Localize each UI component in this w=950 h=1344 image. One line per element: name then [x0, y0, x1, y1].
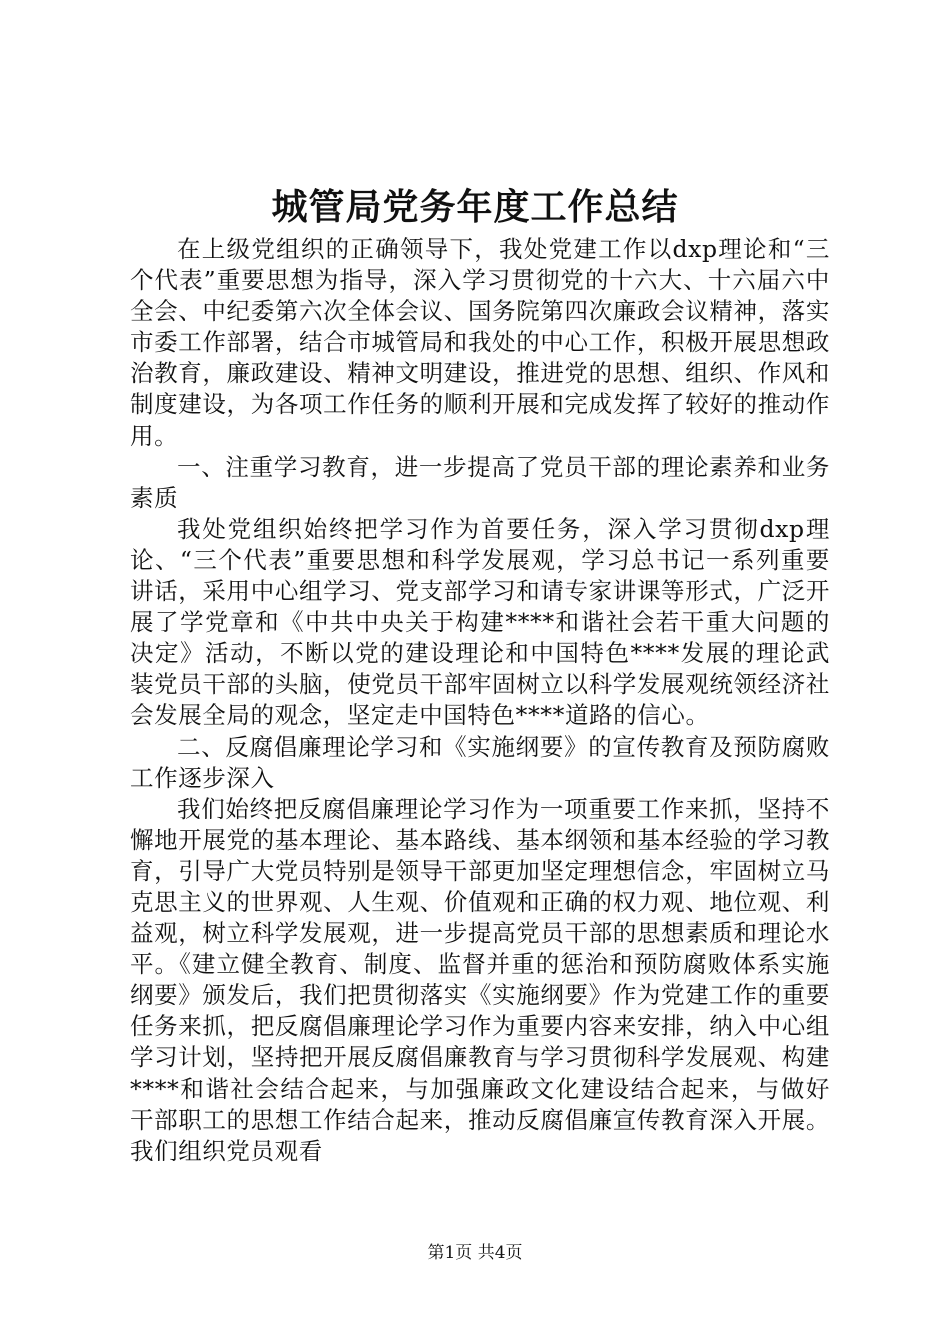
page-number-footer: 第1页 共4页 [427, 1243, 523, 1263]
section-heading-1: 一、注重学习教育，进一步提高了党员干部的理论素养和业务素质 [130, 452, 830, 512]
document-title: 城管局党务年度工作总结 [271, 186, 679, 228]
section-heading-2: 二、反腐倡廉理论学习和《实施纲要》的宣传教育及预防腐败工作逐步深入 [130, 732, 830, 792]
intro-paragraph: 在上级党组织的正确领导下，我处党建工作以dxp理论和“三个代表”重要思想为指导，深入学习贯彻党的十六大、十六届六中全会、中纪委第六次全体会议、国务院第四次廉政会议精神，落实市委工作部署，结合市城管局和我处的中心工作，积极开展思想政治教育，廉政建设、精神文明建设，推进党的思想、组织、作风和制度建设，为各项工作任务的顺利开展和完成发挥了较好的推动作用。 [130, 235, 830, 450]
section-1-paragraph: 我处党组织始终把学习作为首要任务，深入学习贯彻dxp理论、“三个代表”重要思想和科学发展观，学习总书记一系列重要讲话，采用中心组学习、党支部学习和请专家讲课等形式，广泛开展了学党章和《中共中央关于构建****和谐社会若干重大问题的决定》活动，不断以党的建设理论和中国特色****发展的理论武装党员干部的头脑，使党员干部牢固树立以科学发展观统领经济社会发展全局的观念，坚定走中国特色****道路的信心。 [130, 514, 830, 730]
document-body [130, 234, 830, 1167]
section-2-paragraph: 我们始终把反腐倡廉理论学习作为一项重要工作来抓，坚持不懈地开展党的基本理论、基本路线、基本纲领和基本经验的学习教育，引导广大党员特别是领导干部更加坚定理想信念，牢固树立马克思主义的世界观、人生观、价值观和正确的权力观、地位观、利益观，树立科学发展观，进一步提高党员干部的思想素质和理论水平。《建立健全教育、制度、监督并重的惩治和预防腐败体系实施纲要》颁发后，我们把贯彻落实《实施纲要》作为党建工作的重要任务来抓，把反腐倡廉理论学习作为重要内容来安排，纳入中心组学习计划，坚持把开展反腐倡廉教育与学习贯彻科学发展观、构建****和谐社会结合起来，与加强廉政文化建设结合起来，与做好干部职工的思想工作结合起来，推动反腐倡廉宣传教育深入开展。我们组织党员观看 [130, 794, 830, 1165]
